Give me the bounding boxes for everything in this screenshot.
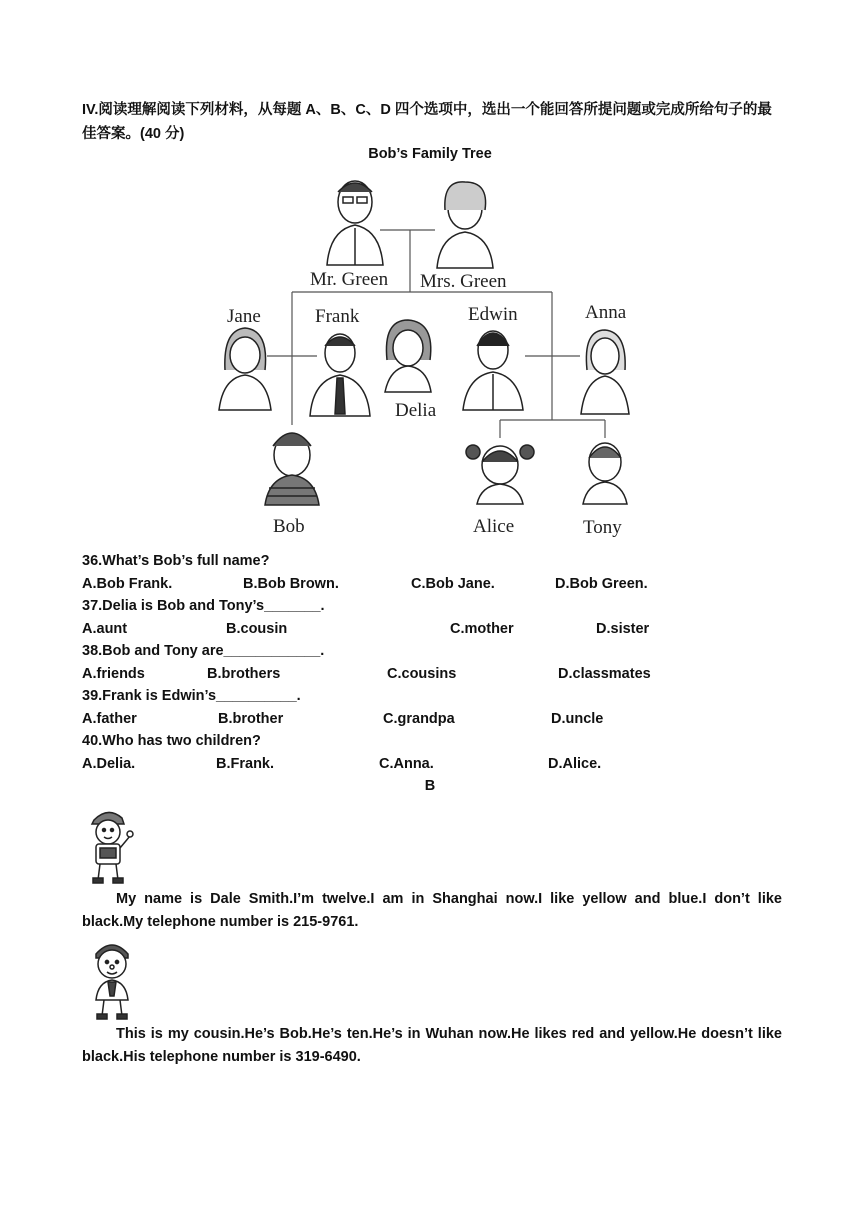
section-instruction: IV.阅读理解阅读下列材料，从每题 A、B、C、D 四个选项中，选出一个能回答所提问题或完成所给句子的最佳答案。(40 分) bbox=[82, 102, 772, 142]
q36-option-d: D.Bob Green. bbox=[555, 576, 648, 592]
question-36: 36.What’s Bob’s full name? bbox=[82, 553, 270, 569]
jane-portrait bbox=[219, 328, 271, 410]
section-b-label: B bbox=[424, 778, 436, 794]
bob-portrait bbox=[265, 433, 319, 505]
family-tree-title: Bob’s Family Tree bbox=[368, 146, 492, 162]
q40-option-a: A.Delia. bbox=[82, 756, 136, 772]
label-edwin: Edwin bbox=[468, 304, 518, 325]
q39-option-c: C.grandpa bbox=[383, 711, 455, 727]
delia-portrait bbox=[385, 320, 431, 392]
anna-portrait bbox=[581, 330, 629, 414]
question-37: 37.Delia is Bob and Tony’s_______. bbox=[82, 598, 325, 614]
label-anna: Anna bbox=[585, 302, 627, 323]
label-tony: Tony bbox=[583, 517, 622, 538]
q40-option-d: D.Alice. bbox=[548, 756, 602, 772]
question-39: 39.Frank is Edwin’s__________. bbox=[82, 688, 301, 704]
mr-green-portrait bbox=[327, 181, 383, 265]
label-mrs-green: Mrs. Green bbox=[420, 271, 507, 292]
label-jane: Jane bbox=[227, 306, 261, 327]
q38-option-c: C.cousins bbox=[387, 666, 457, 682]
mrs-green-portrait bbox=[437, 182, 493, 268]
paragraph-dale-smith: My name is Dale Smith.I’m twelve.I am in Shanghai now.I like yellow and blue.I don’t like black.My telephone number is 215-9761. bbox=[82, 891, 782, 930]
question-38: 38.Bob and Tony are____________. bbox=[82, 643, 325, 659]
label-bob: Bob bbox=[273, 516, 305, 537]
q37-option-a: A.aunt bbox=[82, 621, 128, 637]
label-alice: Alice bbox=[473, 516, 515, 537]
tony-portrait bbox=[583, 443, 627, 504]
q40-option-c: C.Anna. bbox=[379, 756, 434, 772]
q38-option-d: D.classmates bbox=[558, 666, 651, 682]
bob-cousin-picture bbox=[86, 934, 138, 1022]
q40-option-b: B.Frank. bbox=[216, 756, 275, 772]
frank-portrait bbox=[310, 334, 370, 416]
q39-option-a: A.father bbox=[82, 711, 137, 727]
family-tree-drawing bbox=[205, 170, 655, 545]
q37-option-d: D.sister bbox=[596, 621, 650, 637]
family-tree-illustration bbox=[205, 170, 655, 545]
question-40: 40.Who has two children? bbox=[82, 733, 261, 749]
q37-option-c: C.mother bbox=[450, 621, 514, 637]
dale-smith-picture bbox=[86, 806, 134, 886]
alice-portrait bbox=[466, 445, 534, 504]
label-mr-green: Mr. Green bbox=[310, 269, 389, 290]
q39-option-b: B.brother bbox=[218, 711, 284, 727]
edwin-portrait bbox=[463, 331, 523, 410]
q36-option-a: A.Bob Frank. bbox=[82, 576, 173, 592]
paragraph-bob: This is my cousin.He’s Bob.He’s ten.He’s in Wuhan now.He likes red and yellow.He doesn’t like black.His telephone number is 319-6490. bbox=[82, 1026, 782, 1065]
q36-option-c: C.Bob Jane. bbox=[411, 576, 495, 592]
label-delia: Delia bbox=[395, 400, 437, 421]
q38-option-b: B.brothers bbox=[207, 666, 281, 682]
q36-option-b: B.Bob Brown. bbox=[243, 576, 339, 592]
q37-option-b: B.cousin bbox=[226, 621, 288, 637]
label-frank: Frank bbox=[315, 306, 360, 327]
q39-option-d: D.uncle bbox=[551, 711, 604, 727]
q38-option-a: A.friends bbox=[82, 666, 145, 682]
